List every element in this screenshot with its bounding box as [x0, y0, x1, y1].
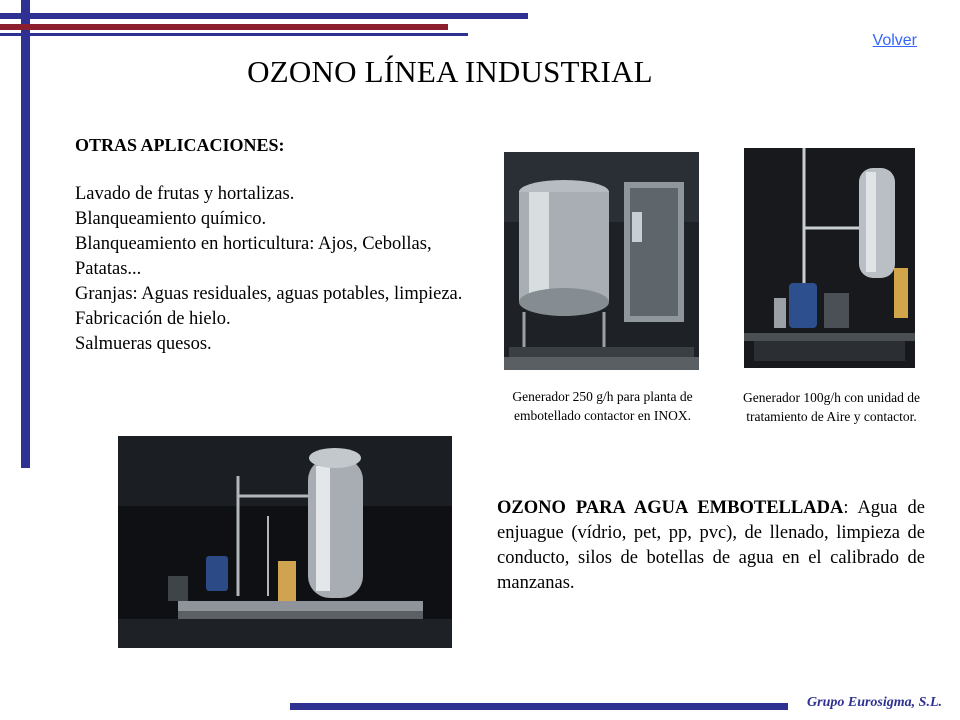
application-item: Lavado de frutas y hortalizas.: [75, 184, 295, 204]
applications-section: [75, 133, 475, 357]
generator-100-photo: [744, 148, 915, 368]
bottled-water-plant-photo: [118, 436, 452, 648]
stainless-tank-illustration: [504, 152, 699, 370]
generator-250-photo: [504, 152, 699, 370]
application-item: Salmueras quesos.: [75, 334, 212, 354]
footer-bar: [290, 703, 788, 710]
generator-unit-illustration: [744, 148, 915, 368]
back-link[interactable]: Volver: [872, 32, 917, 49]
application-item: Granjas: Aguas residuales, aguas potables, limpieza.: [75, 284, 463, 304]
application-item: Fabricación de hielo.: [75, 309, 231, 329]
bottled-water-text: : Agua de enjuague (vídrio, pet, pp, pvc), de llenado, limpieza de conducto, silos de botellas de agua en el calibrado de manzanas.: [497, 498, 925, 593]
page-title: OZONO LÍNEA INDUSTRIAL: [247, 54, 653, 89]
bottling-plant-illustration: [118, 436, 452, 648]
applications-heading: OTRAS APLICACIONES:: [75, 135, 285, 155]
bottled-water-label: OZONO PARA AGUA EMBOTELLADA: [497, 498, 844, 518]
top-red-bar: [0, 24, 448, 30]
photo-caption-250: Generador 250 g/h para planta de embotellado contactor en INOX.: [512, 389, 693, 423]
application-item: Blanqueamiento en horticultura: Ajos, Cebollas, Patatas...: [75, 234, 432, 279]
photo-caption-100: Generador 100g/h con unidad de tratamiento de Aire y contactor.: [743, 390, 920, 424]
footer-company: Grupo Eurosigma, S.L.: [807, 695, 942, 710]
bottled-water-paragraph: [497, 496, 925, 596]
top-blue-bar: [0, 13, 528, 19]
top-blue-thin-bar: [0, 33, 468, 36]
application-item: Blanqueamiento químico.: [75, 209, 267, 229]
